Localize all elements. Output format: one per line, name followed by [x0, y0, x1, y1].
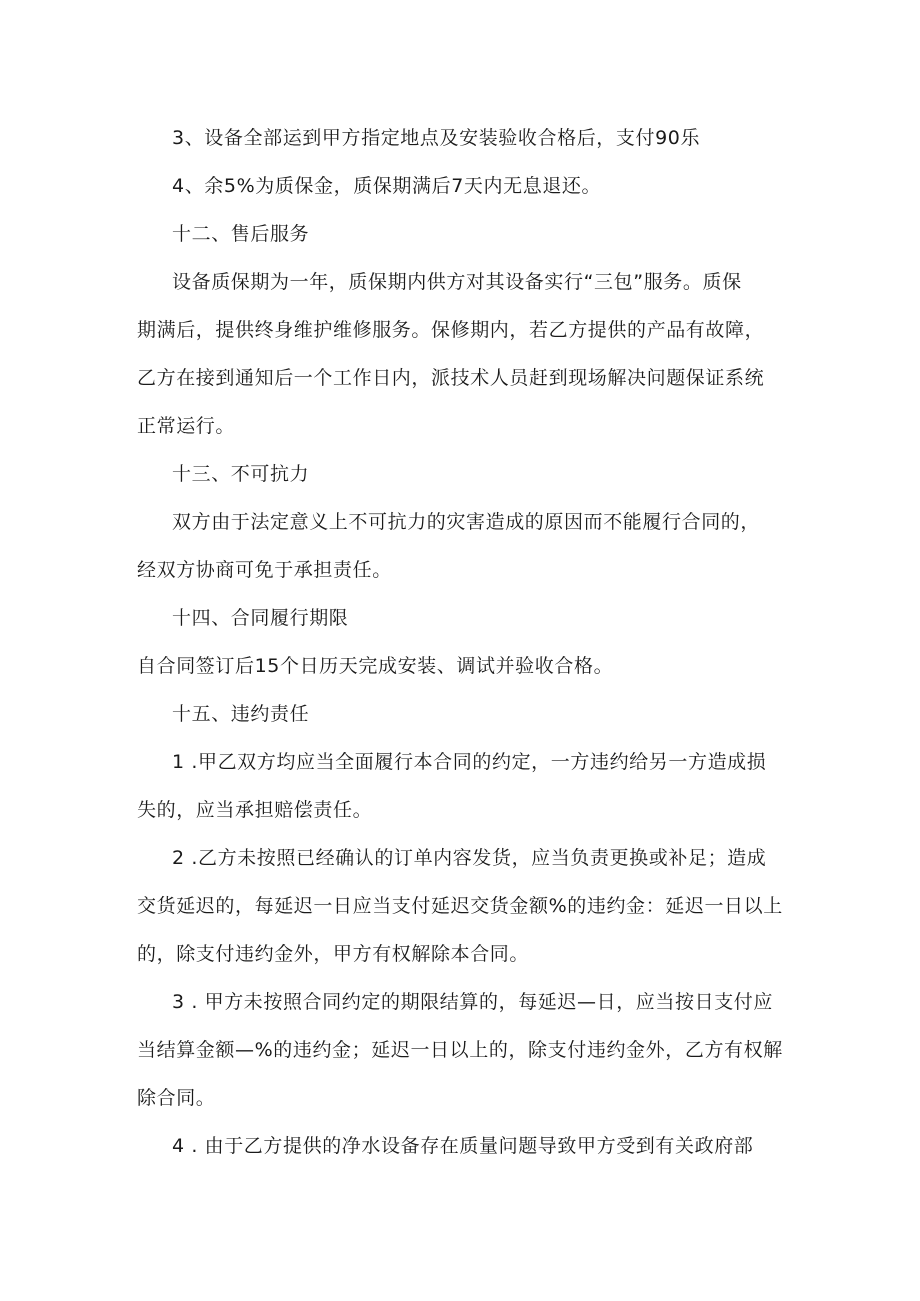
- liability-clause-3-cont: 除合同。: [137, 1087, 216, 1109]
- section-heading-force-majeure: 十三、不可抗力: [172, 463, 310, 485]
- after-sales-text-line: 乙方在接到通知后一个工作日内，派技术人员赶到现场解决问题保证系统: [137, 367, 765, 389]
- liability-clause-2-cont: 的，除支付违约金外，甲方有权解除本合同。: [137, 943, 530, 965]
- after-sales-text-line: 设备质保期为一年，质保期内供方对其设备实行“三包”服务。质保: [172, 271, 742, 293]
- payment-clause-3: 3、设备全部运到甲方指定地点及安装验收合格后，支付90乐: [172, 127, 701, 149]
- liability-clause-2-cont: 交货延迟的，每延迟一日应当支付延迟交货金额%的违约金：延迟一日以上: [137, 895, 783, 917]
- payment-clause-4: 4、余5%为质保金，质保期满后7天内无息退还。: [172, 175, 602, 197]
- liability-clause-4: 4 . 由于乙方提供的净水设备存在质量问题导致甲方受到有关政府部: [172, 1135, 754, 1157]
- liability-clause-3-cont: 当结算金额—%的违约金；延迟一日以上的，除支付违约金外，乙方有权解: [137, 1039, 783, 1061]
- section-heading-after-sales: 十二、售后服务: [172, 223, 310, 245]
- force-majeure-text-line: 双方由于法定意义上不可抗力的灾害造成的原因而不能履行合同的，: [172, 511, 761, 533]
- after-sales-text-line: 正常运行。: [137, 415, 236, 437]
- section-heading-liability: 十五、违约责任: [172, 703, 310, 725]
- liability-clause-3: 3 . 甲方未按照合同约定的期限结算的，每延迟—日，应当按日支付应: [172, 991, 774, 1013]
- term-text-line: 自合同签订后15个日历天完成安装、调试并验收合格。: [137, 655, 614, 677]
- liability-clause-1-cont: 失的，应当承担赔偿责任。: [137, 799, 373, 821]
- liability-clause-2: 2 .乙方未按照已经确认的订单内容发货，应当负责更换或补足；造成: [172, 847, 767, 869]
- section-heading-term: 十四、合同履行期限: [172, 607, 349, 629]
- force-majeure-text-line: 经双方协商可免于承担责任。: [137, 559, 392, 581]
- after-sales-text-line: 期满后，提供终身维护维修服务。保修期内，若乙方提供的产品有故障，: [137, 319, 765, 341]
- liability-clause-1: 1 .甲乙双方均应当全面履行本合同的约定，一方违约给另一方造成损: [172, 751, 767, 773]
